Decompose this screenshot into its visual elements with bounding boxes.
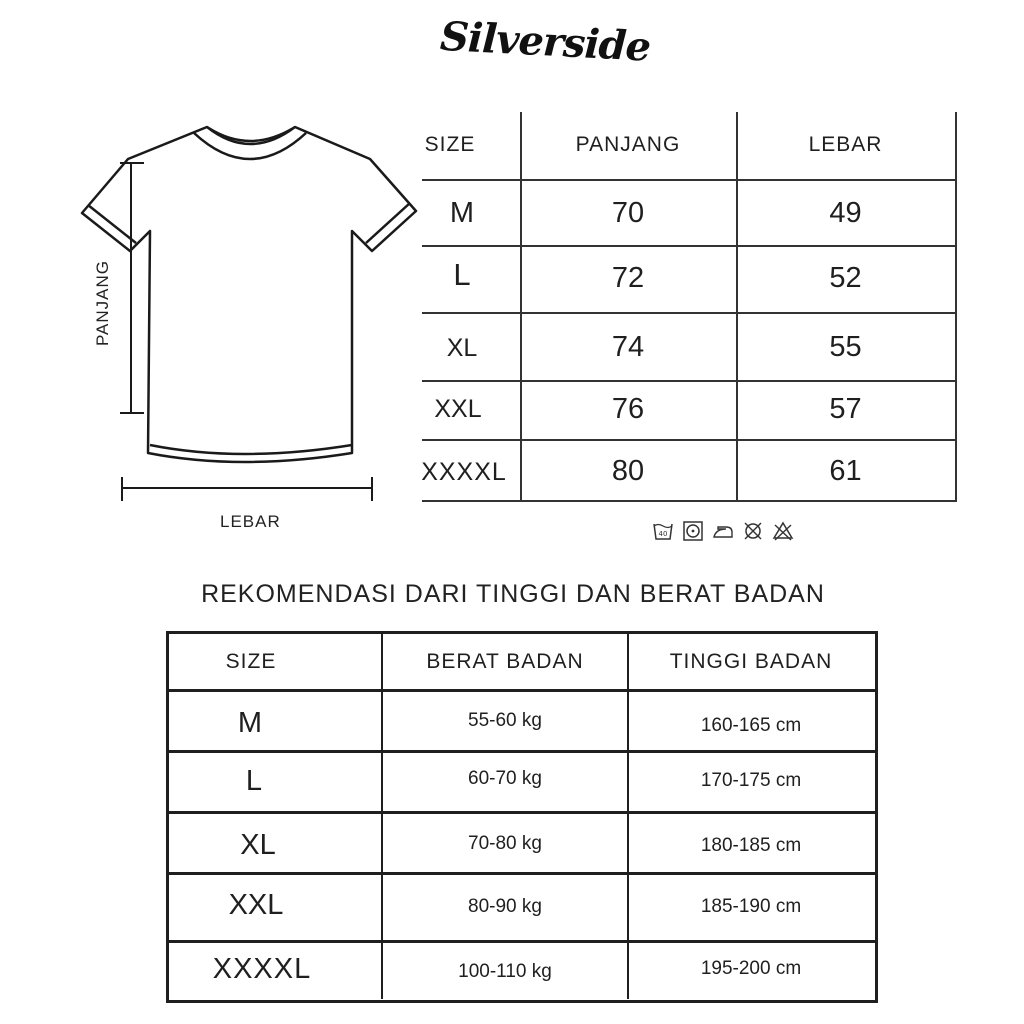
no-bleach-icon	[772, 520, 794, 542]
rec-row-size: XL	[240, 828, 276, 861]
no-dry-clean-icon	[742, 520, 764, 542]
table-row-size: XL	[446, 333, 478, 362]
header-panjang: PANJANG	[575, 133, 681, 156]
table-row-lebar: 49	[829, 196, 862, 229]
rec-row-tinggi: 170-175 cm	[700, 770, 802, 791]
table-row-panjang: 70	[611, 196, 645, 229]
rec-row-berat: 55-60 kg	[468, 710, 542, 731]
rec-row-tinggi: 185-190 cm	[700, 896, 802, 917]
iron-icon	[712, 520, 734, 542]
header-lebar: LEBAR	[808, 133, 883, 156]
height-label: PANJANG	[93, 259, 112, 347]
brand-logo: Silverside	[438, 12, 652, 71]
rec-row-size: M	[237, 706, 263, 739]
rec-header-size: SIZE	[225, 650, 277, 673]
table-row-size: M	[449, 196, 475, 229]
table-row-panjang: 72	[611, 261, 645, 294]
table-row-lebar: 55	[829, 330, 862, 363]
rec-row-berat: 60-70 kg	[468, 768, 542, 789]
tshirt-diagram	[70, 115, 430, 515]
rec-row-size: XXL	[228, 888, 284, 921]
table-row-lebar: 57	[829, 392, 862, 425]
svg-text:40: 40	[658, 530, 668, 538]
rec-row-size: XXXXL	[212, 952, 312, 985]
rec-row-berat: 70-80 kg	[468, 833, 542, 854]
rec-header-berat: BERAT BADAN	[426, 650, 584, 673]
table-row-panjang: 74	[611, 330, 645, 363]
rec-header-tinggi: TINGGI BADAN	[669, 650, 833, 673]
table-row-panjang: 80	[611, 454, 645, 487]
rec-row-berat: 80-90 kg	[468, 896, 542, 917]
table-row-size: L	[453, 257, 471, 292]
header-size: SIZE	[424, 133, 476, 156]
recommendation-title: REKOMENDASI DARI TINGGI DAN BERAT BADAN	[201, 580, 825, 608]
table-row-size: XXL	[434, 394, 482, 423]
tumble-dry-icon	[682, 520, 704, 542]
care-icons	[652, 520, 794, 542]
rec-row-tinggi: 195-200 cm	[700, 958, 802, 979]
width-label: LEBAR	[220, 512, 281, 531]
table-row-lebar: 61	[829, 454, 862, 487]
rec-row-berat: 100-110 kg	[458, 961, 552, 982]
table-row-panjang: 76	[611, 392, 645, 425]
table-row-lebar: 52	[829, 261, 862, 294]
wash-40-icon	[652, 520, 674, 542]
rec-row-size: L	[245, 764, 263, 797]
rec-row-tinggi: 180-185 cm	[700, 835, 802, 856]
table-row-size: XXXXL	[421, 457, 507, 486]
rec-row-tinggi: 160-165 cm	[700, 715, 802, 736]
